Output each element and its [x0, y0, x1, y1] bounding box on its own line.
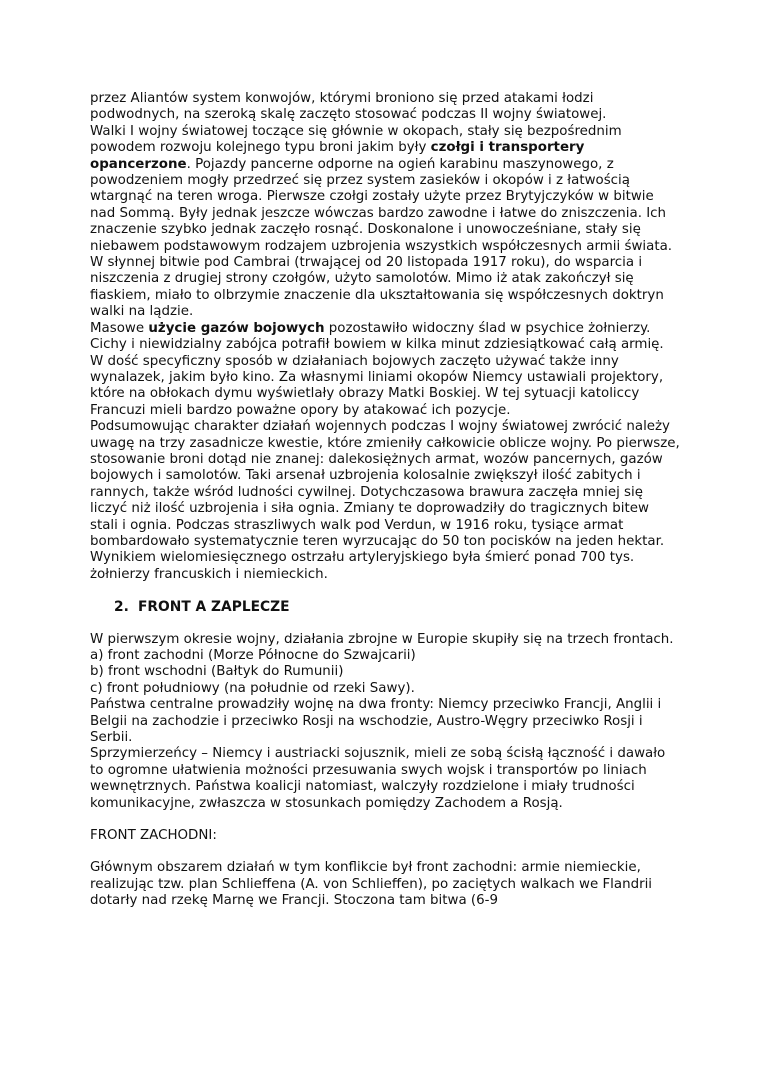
bold-term-gas: użycie gazów bojowych — [148, 320, 325, 336]
paragraph-gas — [90, 321, 680, 419]
paragraph-cambrai: W słynnej bitwie pod Cambrai (trwającej od 20 listopada 1917 roku), do wsparcia i niszczenia z drugiej strony czołgów, użyto samolotów. Mimo iż atak zakończył się fiaskiem, miało to olbrzymie znaczenie dla ukształtowania się współczesnych doktryn walki na lądzie. — [90, 255, 664, 320]
section-heading — [90, 599, 680, 615]
paragraph-summary: Podsumowując charakter działań wojennych podczas I wojny światowej zwrócić należy uwagę na trzy zasadnicze kwestie, które zmieniły całkowicie oblicze wojny. Po pierwsze, stosowanie broni dotąd nie znanej: dalekosiężnych armat, wozów pancernych, gazów bojowych i samolotów. Taki arsenał uzbrojenia kolosalnie zwiększył ilość zabitych i rannych, także wśród ludności cywilnej. Dotychczasowa brawura zaczęła mniej się liczyć niż ilość uzbrojenia i siła ognia. Zmiany te doprowadziły do tragicznych bitew stali i ognia. Podczas straszliwych walk pod Verdun, w 1916 roku, tysiące armat bombardowało systematycznie teren wyrzucając do 50 ton pocisków na jeden hektar. Wynikiem wielomiesięcznego ostrzału artyleryjskiego była śmierć ponad 700 tys. żołnierzy francuskich i niemieckich. — [90, 419, 680, 582]
paragraph-western-front: Głównym obszarem działań w tym konflikcie był front zachodni: armie niemieckie, realizując tzw. plan Schlieffena (A. von Schlieffen), po zaciętych walkach we Flandrii dotarły nad rzekę Marnę we Francji. Stoczona tam bitwa (6-9 — [90, 860, 653, 909]
subheading-western-front: FRONT ZACHODNI: — [90, 828, 217, 844]
paragraph-gas-text: Masowe — [90, 320, 149, 336]
list-item-front-south: c) front południowy (na południe od rzeki Sawy). — [90, 680, 415, 696]
list-item-front-east: b) front wschodni (Bałtyk do Rumunii) — [90, 664, 344, 680]
section-title: FRONT A ZAPLECZE — [138, 599, 290, 616]
paragraph-tanks-text: Walki I wojny światowej toczące się głównie w okopach, stały się bezpośrednim powodem rozwoju kolejnego typu broni jakim były — [90, 123, 622, 156]
bold-term-tanks: czołgi i transportery opancerzone — [90, 140, 585, 172]
document-page — [90, 91, 680, 910]
paragraph-gas-text-cont: pozostawiło widoczny ślad w psychice żołnierzy. Cichy i niewidzialny zabójca potrafił bowiem w kilka minut zdziesiątkować całą armię. W dość specyficzny sposób w działaniach bojowych zaczęto używać także inny wynalazek, jakim było kino. Za własnymi liniami okopów Niemcy ustawiali projektory, które na obłokach dymu wyświetlały obrazy Matki Boskiej. W tej sytuacji katoliccy Francuzi mieli bardzo poważne opory by atakować ich pozycje. — [90, 320, 664, 418]
paragraph-tanks — [90, 124, 680, 255]
paragraph-fronts-intro: W pierwszym okresie wojny, działania zbrojne w Europie skupiły się na trzech frontach. — [90, 631, 674, 647]
paragraph-convoys: przez Aliantów system konwojów, którymi broniono się przed atakami łodzi podwodnych, na szeroką skalę zaczęto stosować podczas II wojny światowej. — [90, 91, 607, 123]
list-item-front-west: a) front zachodni (Morze Północne do Szwajcarii) — [90, 648, 416, 663]
paragraph-central-powers: Państwa centralne prowadziły wojnę na dwa fronty: Niemcy przeciwko Francji, Anglii i Belgii na zachodzie i przeciwko Rosji na wschodzie, Austro-Węgry przeciwko Rosji i Serbii. — [90, 697, 662, 746]
paragraph-allies: Sprzymierzeńcy – Niemcy i austriacki sojusznik, mieli ze sobą ścisłą łączność i dawało to ogromne ułatwienia możności przesuwania swych wojsk i transportów po liniach wewnętrznych. Państwa koalicji natomiast, walczyły rozdzielone i miały trudności komunikacyjne, zwłaszcza w stosunkach pomiędzy Zachodem a Rosją. — [90, 746, 666, 811]
paragraph-tanks-text-cont: . Pojazdy pancerne odporne na ogień karabinu maszynowego, z powodzeniem mogły przedrzeć się przez system zasieków i okopów i z łatwością wtargnąć na teren wroga. Pierwsze czołgi zostały użyte przez Brytyjczyków w bitwie nad Sommą. Były jednak jeszcze wówczas bardzo zawodne i łatwe do zniszczenia. Ich znaczenie szybko jednak zaczęło rosnąć. Doskonalone i unowocześniane, stały się niebawem podstawowym rodzajem uzbrojenia wszystkich współczesnych armii świata. — [90, 156, 673, 254]
section-number: 2. — [114, 599, 129, 616]
